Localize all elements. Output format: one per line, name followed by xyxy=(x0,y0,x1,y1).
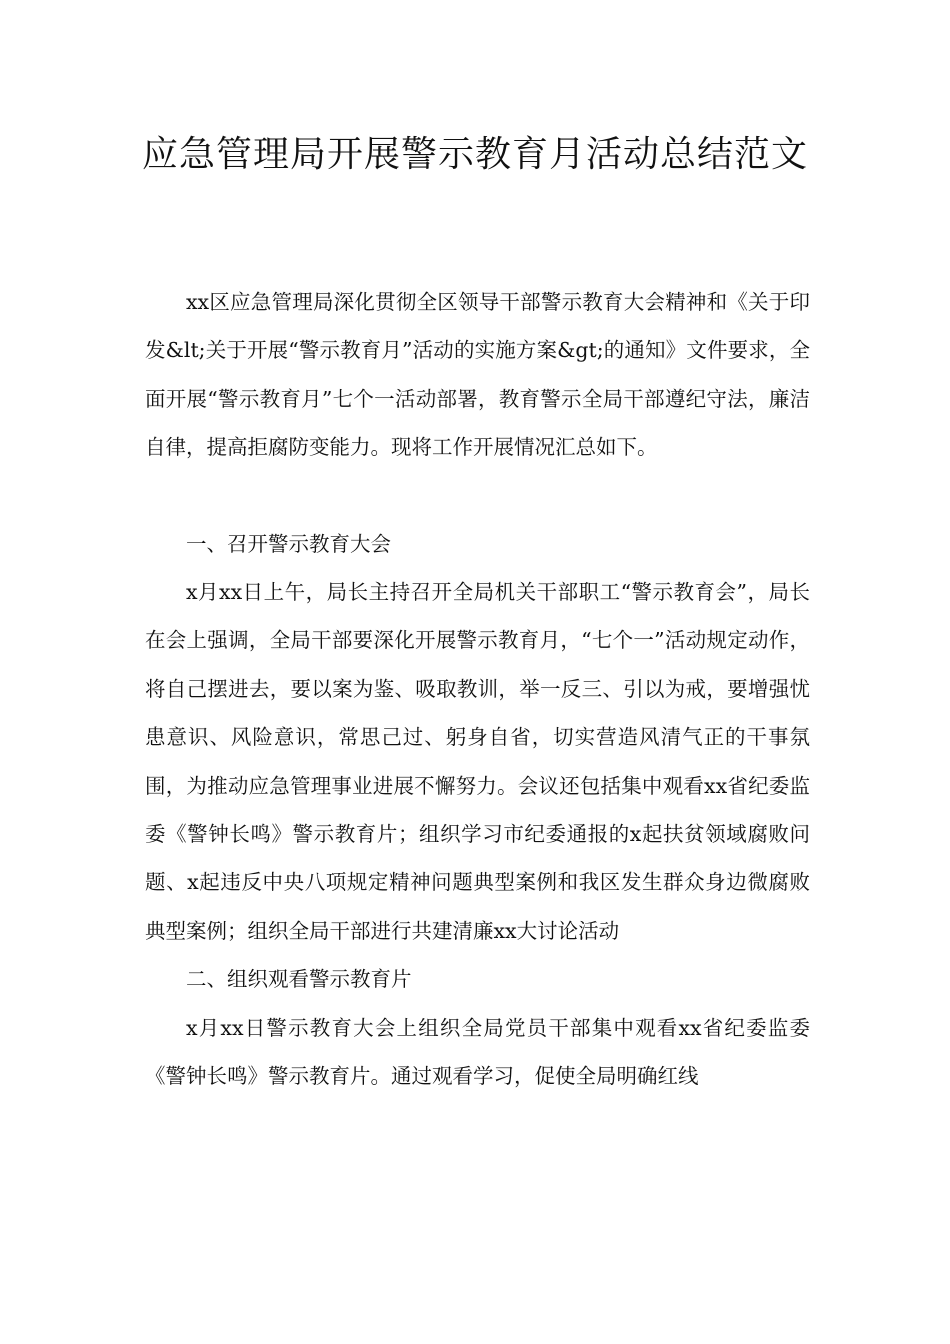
section-paragraph-2: x月xx日警示教育大会上组织全局党员干部集中观看xx省纪委监委《警钟长鸣》警示教育片。通过观看学习，促使全局明确红线 xyxy=(145,1015,810,1089)
section-heading-2: 二、组织观看警示教育片 xyxy=(186,967,412,992)
section-heading-1: 一、召开警示教育大会 xyxy=(186,531,391,556)
document-title: 应急管理局开展警示教育月活动总结范文 xyxy=(141,134,808,175)
section-paragraph-1: x月xx日上午，局长主持召开全局机关干部职工“警示教育会”，局长在会上强调，全局干部要深化开展警示教育月，“七个一”活动规定动作，将自己摆进去，要以案为鉴、吸取教训，举一反三、引以为戒，要增强忧患意识、风险意识，常思己过、躬身自省，切实营造风清气正的干事氛围，为推动应急管理事业进展不懈努力。会议还包括集中观看xx省纪委监委《警钟长鸣》警示教育片；组织学习市纪委通报的x起扶贫领域腐败问题、x起违反中央八项规定精神问题典型案例和我区发生群众身边微腐败典型案例；组织全局干部进行共建清廉xx大讨论活动 xyxy=(145,580,810,943)
paragraph-spacer xyxy=(145,472,810,520)
intro-paragraph: xx区应急管理局深化贯彻全区领导干部警示教育大会精神和《关于印发&lt;关于开展“警示教育月”活动的实施方案&gt;的通知》文件要求，全面开展“警示教育月”七个一活动部署，教育警示全局干部遵纪守法，廉洁自律，提高拒腐防变能力。现将工作开展情况汇总如下。 xyxy=(145,290,810,460)
document-body xyxy=(145,278,810,1101)
